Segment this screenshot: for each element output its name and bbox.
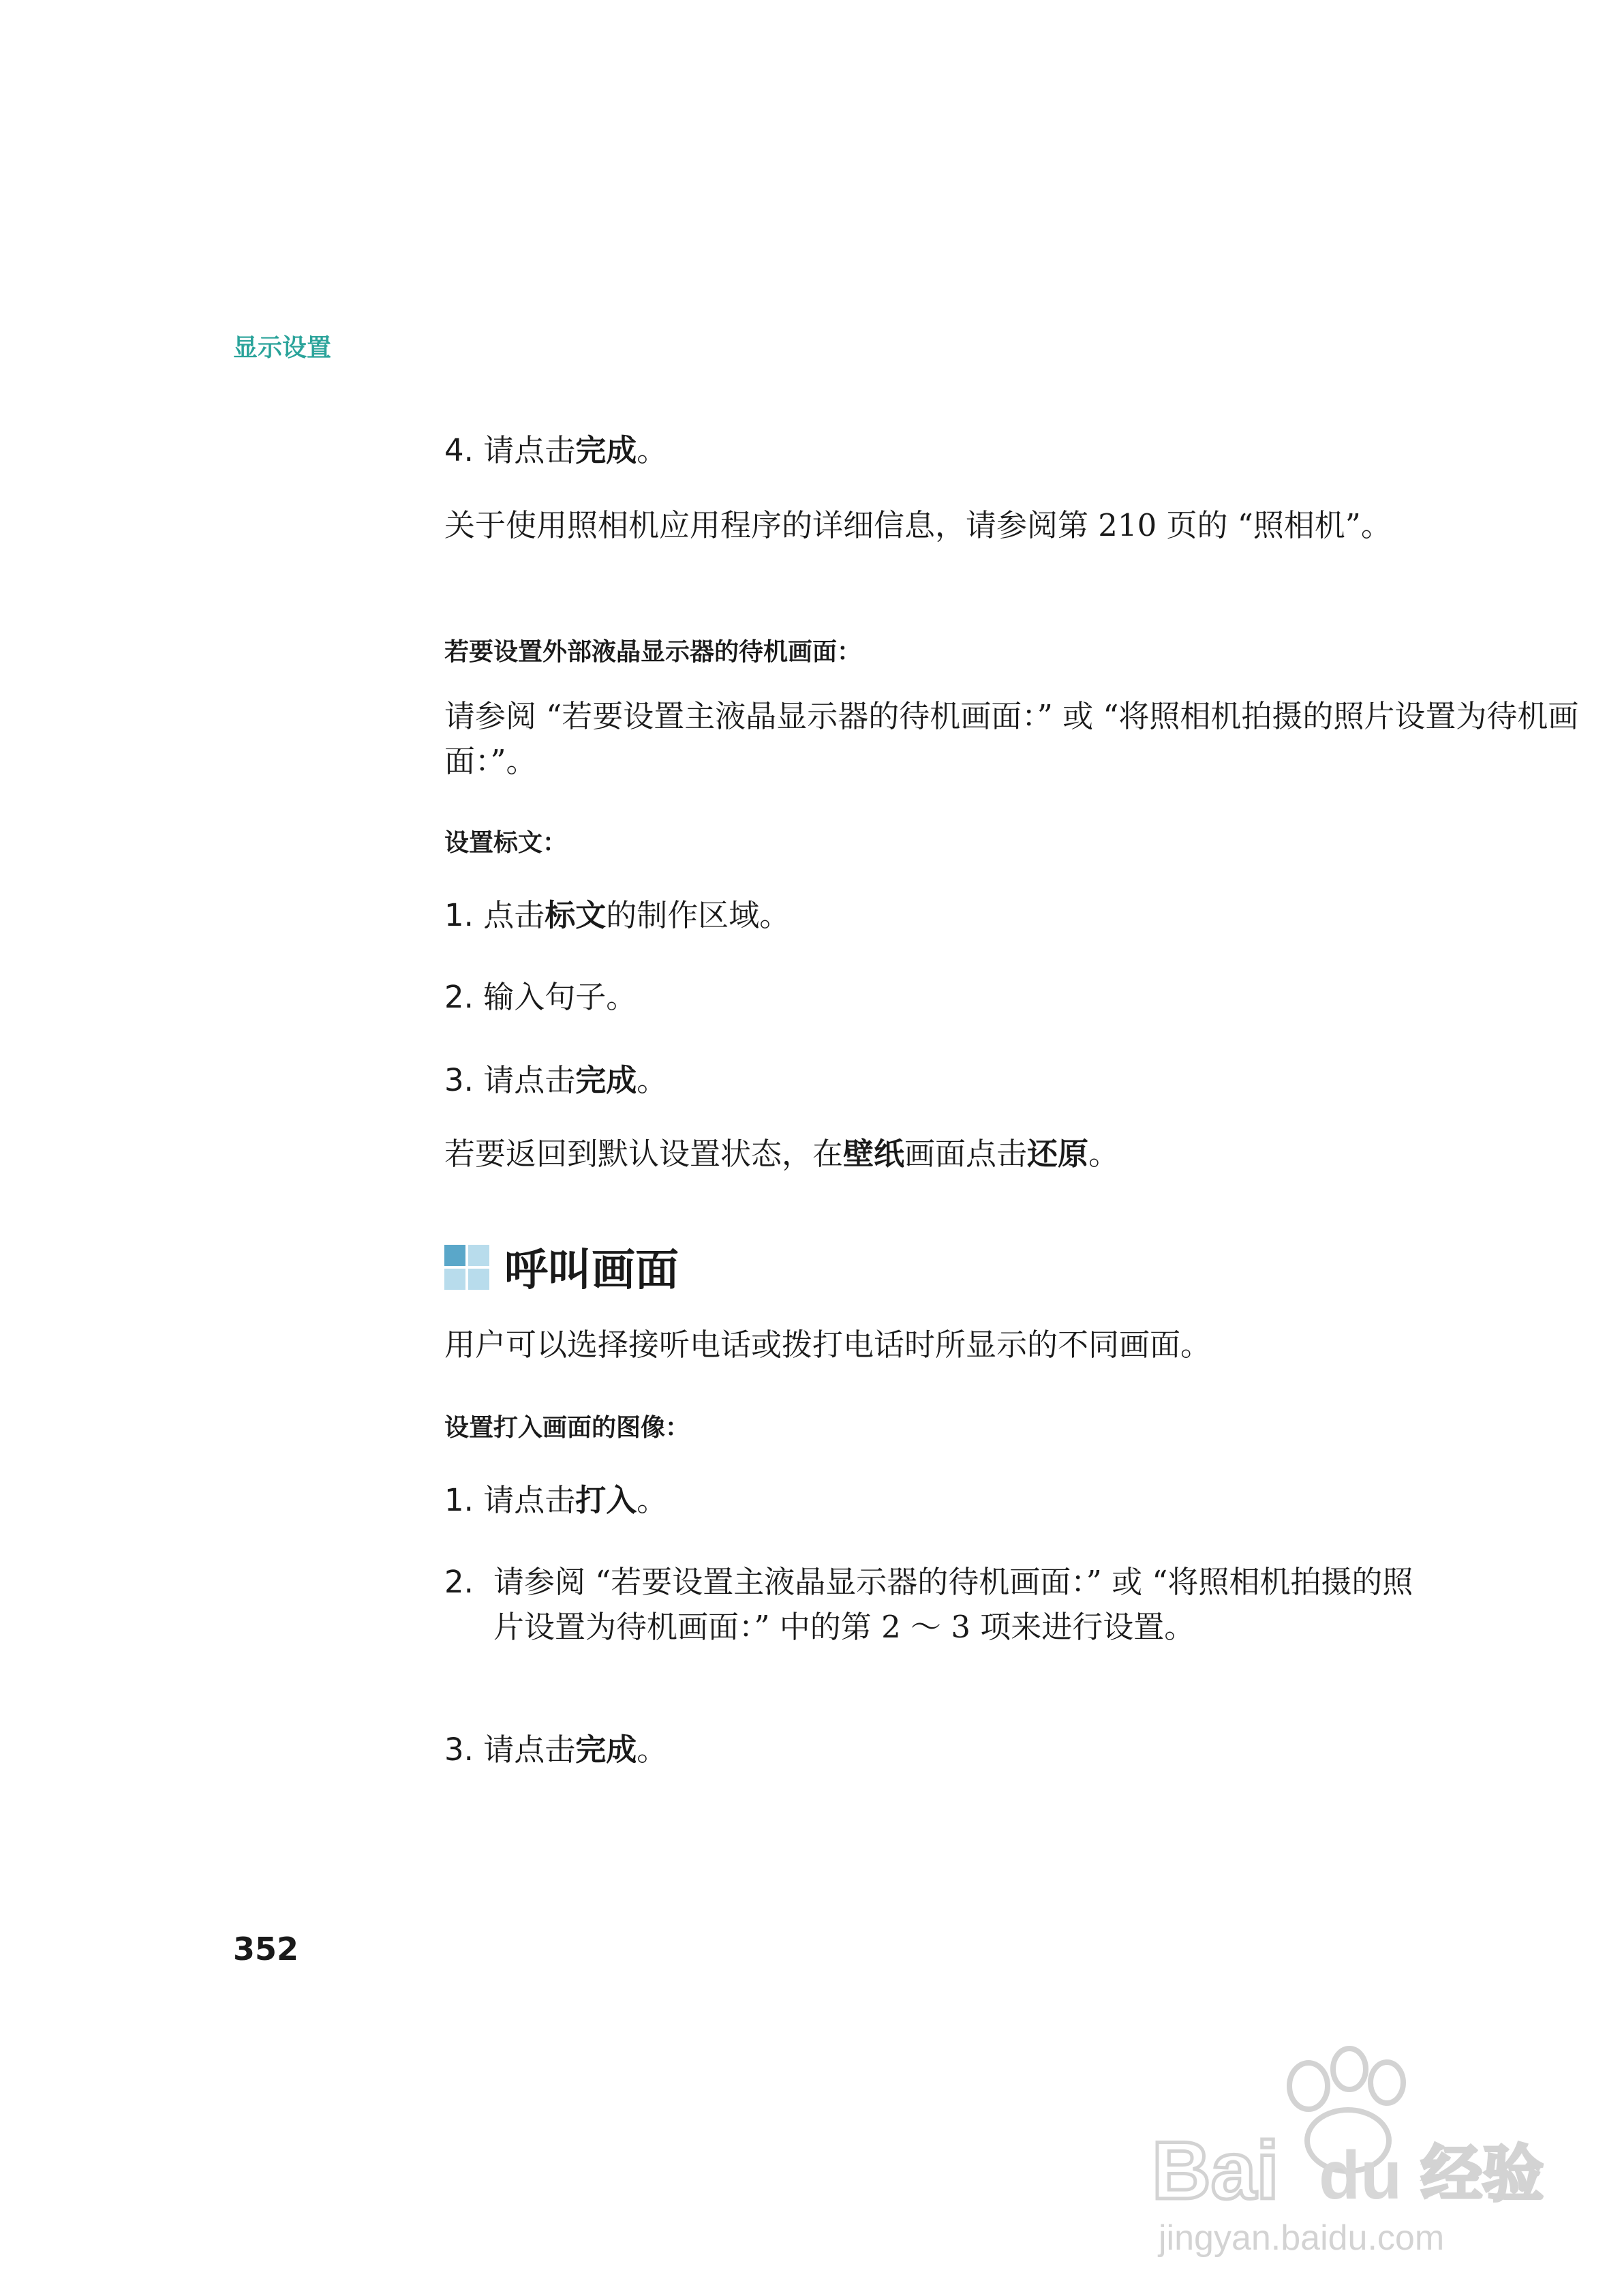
step-text: 请点击: [483, 1062, 576, 1098]
baidu-watermark: [1152, 2045, 1561, 2270]
svg-text:经验: 经验: [1421, 2139, 1544, 2210]
step-number: 1.: [444, 897, 474, 933]
step-text: 点击: [483, 897, 545, 933]
subheading: 设置打入画面的图像：: [444, 1414, 690, 1442]
step-number: 2.: [444, 979, 474, 1015]
step-text: 请点击: [483, 432, 576, 468]
paragraph: 用户可以选择接听电话或拨打电话时所显示的不同画面。: [444, 1327, 1212, 1363]
step-text: 请参阅 “若要设置主液晶显示器的待机画面：” 或 “将照相机拍摄的照片设置为待机画面：” 中的第 2 ～ 3 项来进行设置。: [493, 1564, 1413, 1645]
text: 。: [1088, 1136, 1120, 1172]
list-item: [444, 1727, 1617, 1772]
step-text: 。: [637, 1482, 668, 1518]
subheading: 设置标文：: [444, 829, 568, 857]
svg-text:Bai: Bai: [1152, 2125, 1279, 2216]
step-number: 2.: [444, 1564, 474, 1600]
step-bold: 标文: [545, 897, 607, 933]
paragraph: 请参阅 “若要设置主液晶显示器的待机画面：” 或 “将照相机拍摄的照片设置为待机画面：”。: [444, 698, 1579, 779]
step-bold: 打入: [575, 1482, 637, 1518]
step-text: 。: [637, 1062, 668, 1098]
paragraph: 关于使用照相机应用程序的详细信息，请参阅第 210 页的 “照相机”。: [444, 507, 1392, 543]
step-bold: 完成: [575, 432, 637, 468]
bold-text: 壁纸: [843, 1136, 905, 1172]
step-text: 。: [637, 1732, 668, 1768]
step-text: 的制作区域。: [606, 897, 791, 933]
bold-text: 还原: [1027, 1136, 1089, 1172]
page-number: 352: [233, 1931, 299, 1967]
section-heading: 呼叫画面: [504, 1245, 679, 1296]
step-bold: 完成: [575, 1062, 637, 1098]
list-item: [444, 1058, 1617, 1103]
section-tag: 显示设置: [233, 334, 332, 362]
step-number: 3.: [444, 1732, 474, 1768]
list-item: [444, 893, 1617, 938]
svg-text:jingyan.baidu.com: jingyan.baidu.com: [1159, 2218, 1445, 2258]
list-item: [444, 1478, 1617, 1523]
step-text: 输入句子。: [483, 979, 637, 1015]
text: 若要返回到默认设置状态，在: [444, 1136, 844, 1172]
step-text: 请点击: [483, 1732, 576, 1768]
step-number: 4.: [444, 432, 474, 468]
step-number: 1.: [444, 1482, 474, 1518]
svg-text:du: du: [1319, 2137, 1403, 2214]
step-bold: 完成: [575, 1732, 637, 1768]
step-text: 请点击: [483, 1482, 576, 1518]
step-number: 3.: [444, 1062, 474, 1098]
section-icon: [444, 1245, 489, 1290]
list-item: [444, 428, 1617, 473]
subheading: 若要设置外部液晶显示器的待机画面：: [444, 638, 862, 666]
list-item: [444, 1560, 1434, 1650]
step-text: 。: [637, 432, 668, 468]
paragraph: [444, 1132, 1617, 1177]
list-item: [444, 975, 1617, 1020]
text: 画面点击: [904, 1136, 1028, 1172]
